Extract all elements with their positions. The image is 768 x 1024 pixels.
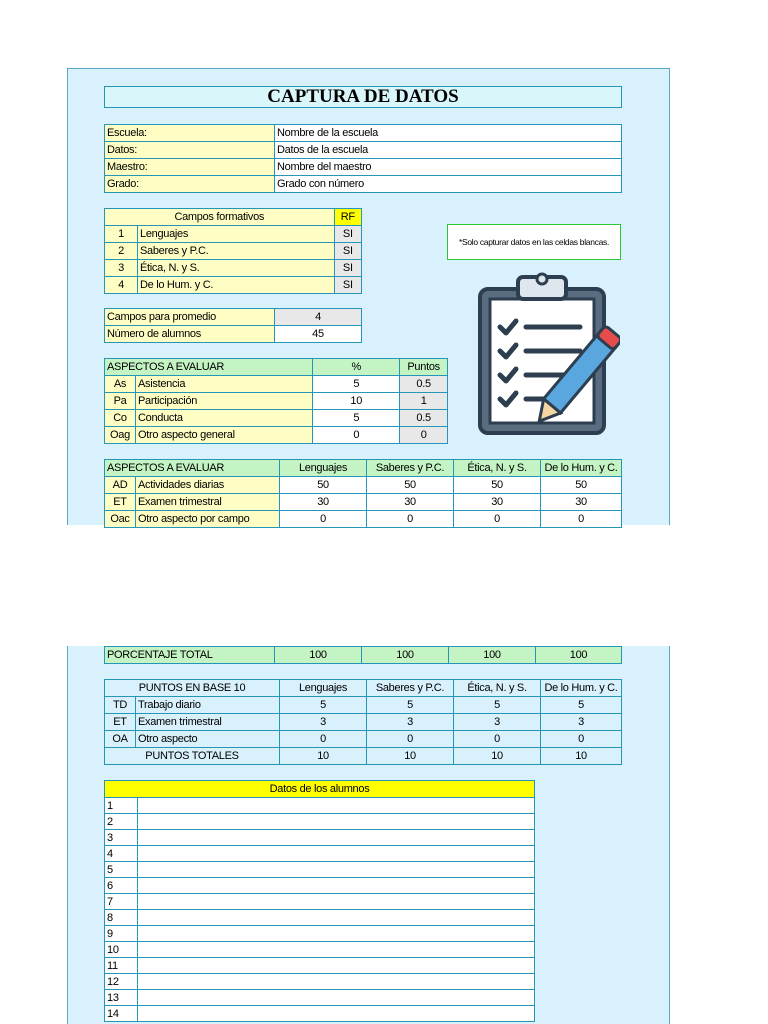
student-name-input[interactable] — [138, 830, 535, 846]
total-pct-table — [104, 646, 622, 664]
campo-rf: SI — [334, 260, 361, 277]
aspect2-input[interactable]: 30 — [280, 494, 367, 511]
aspect-pts: 0.5 — [400, 376, 448, 393]
school-input[interactable]: Nombre de la escuela — [275, 125, 622, 142]
base10-value: 0 — [367, 731, 454, 748]
instruction-note: *Solo capturar datos en las celdas blancas. — [447, 224, 621, 260]
student-name-input[interactable] — [138, 862, 535, 878]
student-row — [105, 958, 535, 974]
count-label: Campos para promedio — [105, 309, 275, 326]
base10-value: 3 — [454, 714, 541, 731]
aspect-pts: 0 — [400, 427, 448, 444]
student-number: 8 — [105, 910, 138, 926]
total-pct-value: 100 — [275, 647, 362, 664]
student-number: 11 — [105, 958, 138, 974]
student-number: 10 — [105, 942, 138, 958]
student-row — [105, 974, 535, 990]
school-label: Escuela: — [105, 125, 275, 142]
points-total-value: 10 — [280, 748, 367, 765]
students-header: Datos de los alumnos — [105, 781, 535, 798]
page-title: CAPTURA DE DATOS — [104, 86, 622, 108]
aspects2-header: ASPECTOS A EVALUAR — [105, 460, 280, 477]
total-pct-value: 100 — [362, 647, 449, 664]
base10-header: PUNTOS EN BASE 10 — [105, 680, 280, 697]
aspect-pct-input[interactable]: 5 — [313, 376, 400, 393]
student-number: 6 — [105, 878, 138, 894]
grade-input[interactable]: Grado con número — [275, 176, 622, 193]
student-name-input[interactable] — [138, 894, 535, 910]
student-row — [105, 990, 535, 1006]
student-number: 7 — [105, 894, 138, 910]
student-name-input[interactable] — [138, 846, 535, 862]
col-header: De lo Hum. y C. — [541, 680, 622, 697]
col-header: Saberes y P.C. — [367, 680, 454, 697]
aspect-name: Asistencia — [136, 376, 313, 393]
aspect-name: Otro aspecto general — [136, 427, 313, 444]
base10-code: ET — [105, 714, 136, 731]
pct-header: % — [313, 359, 400, 376]
aspect-pct-input[interactable]: 5 — [313, 410, 400, 427]
student-name-input[interactable] — [138, 958, 535, 974]
aspect2-code: ET — [105, 494, 136, 511]
aspect2-input[interactable]: 50 — [367, 477, 454, 494]
aspect-pct-input[interactable]: 0 — [313, 427, 400, 444]
col-header: Ética, N. y S. — [454, 460, 541, 477]
student-name-input[interactable] — [138, 942, 535, 958]
aspect2-name: Actividades diarias — [136, 477, 280, 494]
base10-name: Otro aspecto — [136, 731, 280, 748]
student-row — [105, 814, 535, 830]
sheet-page-2 — [67, 646, 670, 1024]
data-input[interactable]: Datos de la escuela — [275, 142, 622, 159]
sheet-page-1 — [67, 68, 670, 525]
base10-value: 3 — [280, 714, 367, 731]
campo-num: 3 — [105, 260, 138, 277]
base10-value: 0 — [280, 731, 367, 748]
campo-num: 2 — [105, 243, 138, 260]
campo-rf: SI — [334, 226, 361, 243]
student-number: 2 — [105, 814, 138, 830]
student-name-input[interactable] — [138, 798, 535, 814]
aspects-by-field-table — [104, 459, 622, 528]
student-name-input[interactable] — [138, 926, 535, 942]
clipboard-checklist-icon — [476, 269, 620, 437]
student-number: 9 — [105, 926, 138, 942]
base10-value: 3 — [541, 714, 622, 731]
aspect-code: Oag — [105, 427, 136, 444]
aspect2-input[interactable]: 50 — [541, 477, 622, 494]
student-name-input[interactable] — [138, 878, 535, 894]
aspect-code: As — [105, 376, 136, 393]
aspect-code: Co — [105, 410, 136, 427]
campo-rf: SI — [334, 243, 361, 260]
points-total-value: 10 — [454, 748, 541, 765]
points-total-value: 10 — [541, 748, 622, 765]
aspect2-input[interactable]: 30 — [454, 494, 541, 511]
total-pct-value: 100 — [536, 647, 622, 664]
aspect-name: Conducta — [136, 410, 313, 427]
student-count-input[interactable]: 45 — [275, 326, 362, 343]
base10-value: 5 — [280, 697, 367, 714]
student-row — [105, 846, 535, 862]
campo-name: De lo Hum. y C. — [138, 277, 335, 294]
campos-header: Campos formativos — [105, 209, 335, 226]
base10-name: Examen trimestral — [136, 714, 280, 731]
count-label: Número de alumnos — [105, 326, 275, 343]
campo-name: Saberes y P.C. — [138, 243, 335, 260]
rf-header: RF — [334, 209, 361, 226]
base10-table — [104, 679, 622, 765]
student-number: 13 — [105, 990, 138, 1006]
student-number: 14 — [105, 1006, 138, 1022]
aspect2-input[interactable]: 0 — [367, 511, 454, 528]
campo-name: Ética, N. y S. — [138, 260, 335, 277]
student-row — [105, 926, 535, 942]
aspect2-name: Otro aspecto por campo — [136, 511, 280, 528]
col-header: Ética, N. y S. — [454, 680, 541, 697]
aspect2-input[interactable]: 0 — [541, 511, 622, 528]
aspect2-name: Examen trimestral — [136, 494, 280, 511]
aspects-table — [104, 358, 448, 444]
counts-table — [104, 308, 362, 343]
student-row — [105, 798, 535, 814]
school-info-table — [104, 124, 622, 193]
student-name-input[interactable] — [138, 990, 535, 1006]
aspect2-input[interactable]: 0 — [454, 511, 541, 528]
campo-num: 4 — [105, 277, 138, 294]
total-pct-value: 100 — [449, 647, 536, 664]
students-table — [104, 780, 535, 1022]
col-header: De lo Hum. y C. — [541, 460, 622, 477]
student-row — [105, 1006, 535, 1022]
student-row — [105, 894, 535, 910]
base10-code: OA — [105, 731, 136, 748]
base10-value: 5 — [454, 697, 541, 714]
base10-value: 0 — [541, 731, 622, 748]
campos-table — [104, 208, 362, 294]
aspect2-input[interactable]: 50 — [454, 477, 541, 494]
student-name-input[interactable] — [138, 910, 535, 926]
grade-label: Grado: — [105, 176, 275, 193]
campo-name: Lenguajes — [138, 226, 335, 243]
aspect2-input[interactable]: 0 — [280, 511, 367, 528]
aspect2-input[interactable]: 30 — [367, 494, 454, 511]
student-row — [105, 862, 535, 878]
student-name-input[interactable] — [138, 974, 535, 990]
base10-value: 0 — [454, 731, 541, 748]
aspect2-input[interactable]: 30 — [541, 494, 622, 511]
student-number: 3 — [105, 830, 138, 846]
data-label: Datos: — [105, 142, 275, 159]
student-number: 4 — [105, 846, 138, 862]
total-pct-label: PORCENTAJE TOTAL — [105, 647, 275, 664]
base10-value: 5 — [541, 697, 622, 714]
student-number: 12 — [105, 974, 138, 990]
aspect2-input[interactable]: 50 — [280, 477, 367, 494]
aspect-name: Participación — [136, 393, 313, 410]
student-number: 5 — [105, 862, 138, 878]
aspect-code: Pa — [105, 393, 136, 410]
base10-name: Trabajo diario — [136, 697, 280, 714]
aspect2-code: Oac — [105, 511, 136, 528]
teacher-label: Maestro: — [105, 159, 275, 176]
student-row — [105, 910, 535, 926]
campo-num: 1 — [105, 226, 138, 243]
student-row — [105, 830, 535, 846]
aspect-pts: 0.5 — [400, 410, 448, 427]
count-value: 4 — [275, 309, 362, 326]
aspect-pts: 1 — [400, 393, 448, 410]
teacher-input[interactable]: Nombre del maestro — [275, 159, 622, 176]
student-name-input[interactable] — [138, 1006, 535, 1022]
col-header: Saberes y P.C. — [367, 460, 454, 477]
campo-rf: SI — [334, 277, 361, 294]
aspect2-code: AD — [105, 477, 136, 494]
student-row — [105, 878, 535, 894]
student-number: 1 — [105, 798, 138, 814]
col-header: Lenguajes — [280, 460, 367, 477]
aspects-header: ASPECTOS A EVALUAR — [105, 359, 313, 376]
pts-header: Puntos — [400, 359, 448, 376]
base10-value: 3 — [367, 714, 454, 731]
base10-value: 5 — [367, 697, 454, 714]
base10-code: TD — [105, 697, 136, 714]
points-total-label: PUNTOS TOTALES — [105, 748, 280, 765]
col-header: Lenguajes — [280, 680, 367, 697]
points-total-value: 10 — [367, 748, 454, 765]
student-name-input[interactable] — [138, 814, 535, 830]
student-row — [105, 942, 535, 958]
aspect-pct-input[interactable]: 10 — [313, 393, 400, 410]
